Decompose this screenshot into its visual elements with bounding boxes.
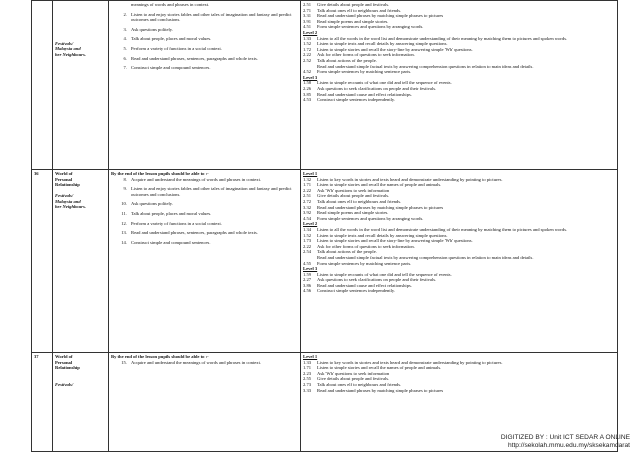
theme-line: Festivals/ [55, 381, 74, 387]
theme-line: her Neighbours. [55, 204, 86, 210]
source-url: http://sekolah.mmu.edu.my/sksekamdarat [507, 442, 630, 449]
outcome-code: 3.33 [303, 387, 312, 393]
outcome-code: 4.51 [303, 24, 312, 30]
objective-number: 14. [121, 239, 127, 245]
objective-number: 15. [121, 359, 127, 365]
outcome-text: Read simple poems and simple stories. [317, 18, 389, 24]
outcome-text: Talk about ones elf to neighbours and friends. [317, 7, 402, 13]
outcome-code: 2.73 [303, 381, 312, 387]
objective-text: Talk about people, places and moral values. [131, 36, 212, 42]
outcome-code: 1.52 [303, 232, 312, 238]
outcome-code: 4.54 [303, 215, 312, 221]
outcome-text: Give details about people and festivals. [317, 193, 390, 199]
outcome-text: Talk about ones elf to neighbours and friends. [317, 381, 402, 387]
outcome-code: 3.86 [303, 282, 312, 288]
objective-item [111, 56, 298, 62]
level-heading: Level 3 [303, 266, 318, 272]
digitized-by-credit: DIGITIZED BY : Unit ICT SEDAR A ONLINE [500, 434, 630, 441]
level-heading: Level 3 [303, 74, 318, 80]
outcome-text: Construct simple sentences independently. [317, 97, 396, 103]
objective-item [111, 177, 298, 183]
level-heading: Level 2 [303, 29, 318, 35]
objective-item [111, 211, 298, 217]
objective-item [111, 201, 298, 207]
outcome-text: Construct simple sentences independently. [317, 288, 396, 294]
objective-text: Perform a variety of functions in a social context. [131, 220, 222, 226]
objective-text: Perform a variety of functions in a social context. [131, 45, 222, 51]
theme-cell [53, 1, 109, 170]
outcome-text: Form simple sentences and questions by arranging words. [317, 215, 424, 221]
outcome-code: 4.53 [303, 97, 312, 103]
outcome-text: Read and understand simple factual texts by answering comprehension questions in relation to main ideas and details. [317, 63, 534, 69]
theme-line: her Neighbours. [55, 51, 86, 57]
outcome-code: 3.32 [303, 204, 312, 210]
outcome-text: Listen to simple recounts of what one did and tell the sequence of events. [317, 271, 452, 277]
objective-number: 4. [123, 36, 127, 42]
outcome-item [303, 288, 615, 294]
outcome-item [303, 69, 615, 75]
outcome-code: 3.85 [303, 91, 312, 97]
objective-text: Ask questions politely. [131, 201, 173, 207]
objective-number: 8. [123, 176, 127, 182]
objective-item [111, 2, 298, 8]
outcome-code: 2.55 [303, 376, 312, 382]
objective-number [111, 2, 131, 8]
outcome-text: Listen to key words in stories and texts heard and demonstrate understanding by pointing to pictures. [317, 176, 503, 182]
objective-item [111, 12, 298, 23]
theme-cell [53, 353, 109, 452]
objective-item [111, 360, 298, 366]
outcome-item [303, 97, 615, 103]
outcome-code: 1.32 [303, 176, 312, 182]
outcome-text: Give details about people and festivals. [317, 2, 390, 7]
theme-line: World of [55, 171, 73, 176]
outcome-code: 2.51 [303, 193, 312, 199]
outcome-text: Listen to simple stories and recall the story-line by answering simple 'Wh' questions. [317, 46, 473, 52]
objectives-header: By the end of the lesson pupils should be able to :- [111, 171, 209, 176]
outcome-text: Form simple sentences by matching sentence parts. [317, 260, 412, 266]
outcome-code: 2.22 [303, 187, 312, 193]
objective-number: 3. [123, 26, 127, 32]
outcome-code: 1.59 [303, 271, 312, 277]
objective-item [111, 65, 298, 71]
outcome-text: Listen to simple texts and recall details by answering simple questions. [317, 232, 448, 238]
outcome-text: Listen to simple stories and recall the story-line by answering simple 'Wh' questions. [317, 238, 473, 244]
outcome-code: 2.72 [303, 198, 312, 204]
outcome-text: Ask 'Wh' questions to seek information [317, 370, 390, 376]
learning-objectives-cell [109, 353, 301, 452]
objective-text: Listen to and enjoy stories fables and other tales of imagination and fantasy and predict outcomes and conclusions. [131, 186, 292, 197]
theme-line: Festivals/ [55, 40, 74, 46]
outcome-text: Read and understand simple factual texts by answering comprehension questions in relation to main ideas and details. [317, 254, 534, 260]
objective-text: Listen to and enjoy stories fables and other tales of imagination and fantasy and predict outcomes and conclusions. [131, 11, 292, 23]
outcome-code: 1.71 [303, 182, 312, 188]
theme-line: Personal [55, 176, 73, 182]
learning-objectives-cell [109, 1, 301, 170]
outcome-text: Read and understand phrases by matching simple phrases to pictures [317, 204, 444, 210]
outcome-text: Read and understand cause and effect relationships. [317, 282, 412, 288]
objective-text: Acquire and understand the meanings of words and phrases in context. [131, 359, 261, 365]
level-heading: Level 1 [303, 354, 318, 359]
outcome-text: Ask 'Wh' questions to seek information [317, 187, 390, 193]
outcome-code: 3.31 [303, 13, 312, 19]
outcome-text: Read and understand phrases by matching simple phrases to pictures [317, 387, 444, 393]
learning-outcomes-cell [301, 170, 618, 353]
outcome-text: Ask for other forms of questions to seek information. [317, 52, 415, 58]
outcome-text: Listen to simple stories and recall the names of people and animals. [317, 182, 442, 188]
outcome-text: Talk about actions of the people. [317, 249, 377, 255]
objective-text: Read and understand phrases, sentences, paragraphs and whole texts. [131, 55, 258, 61]
objective-number: 10. [121, 201, 127, 207]
objective-text: meanings of words and phrases in context. [131, 2, 210, 7]
scheme-of-work-table [31, 0, 618, 452]
theme-line: Malaysia and [55, 46, 81, 52]
learning-outcomes-cell [301, 1, 618, 170]
objective-text: Construct simple and compound sentences. [131, 239, 211, 245]
learning-objectives-cell [109, 170, 301, 353]
outcome-text: Listen to all the words in the word list and demonstrate understanding of their meaning by matching them to pictures and spoken words. [317, 226, 568, 232]
objective-text: Acquire and understand the meanings of words and phrases in context. [131, 176, 261, 182]
level-heading: Level 2 [303, 221, 318, 227]
outcome-text: Read and understand phrases by matching simple phrases to pictures [317, 13, 444, 19]
outcome-text: Give details about people and festivals. [317, 376, 390, 382]
theme-cell [53, 170, 109, 353]
outcome-item [303, 24, 615, 30]
outcome-code: 3.91 [303, 18, 312, 24]
objective-item [111, 36, 298, 42]
outcome-code: 1.52 [303, 41, 312, 47]
outcome-code: 2.71 [303, 7, 312, 13]
outcome-code: 1.34 [303, 226, 312, 232]
outcome-code: 1.58 [303, 80, 312, 86]
outcome-item [303, 388, 615, 394]
week-number: 37 [32, 353, 53, 452]
outcome-text: Ask questions to seek clarifications on people and their festivals. [317, 85, 437, 91]
objective-number: 6. [123, 55, 127, 61]
outcome-code: 4.55 [303, 260, 312, 266]
outcome-text: Listen to simple texts and recall details by answering simple questions. [317, 41, 448, 47]
objective-number: 5. [123, 45, 127, 51]
objective-number: 12. [121, 220, 127, 226]
week-row [32, 170, 618, 353]
outcome-code: 3.92 [303, 210, 312, 216]
objective-number: 7. [123, 65, 127, 71]
outcome-text: Talk about actions of the people. [317, 57, 377, 63]
week-row [32, 1, 618, 170]
objective-item [111, 27, 298, 33]
outcome-item [303, 261, 615, 267]
theme-line: Festivals/ [55, 193, 74, 199]
objective-item [111, 186, 298, 197]
objectives-header: By the end of the lesson pupils should be able to :- [111, 354, 209, 359]
objective-item [111, 230, 298, 236]
outcome-text: Read simple poems and simple stories. [317, 210, 389, 216]
level-heading: Level 1 [303, 171, 318, 176]
theme-line: Personal [55, 359, 73, 365]
objective-text: Ask questions politely. [131, 26, 173, 32]
objective-text: Construct simple and compound sentences. [131, 65, 211, 71]
objective-number: 11. [121, 210, 127, 216]
objective-text: Talk about people, places and moral values. [131, 210, 212, 216]
outcome-text: Listen to key words in stories and texts heard and demonstrate understanding by pointing to pictures. [317, 359, 503, 365]
outcome-text: Listen to simple recounts of what one did and tell the sequence of events. [317, 80, 452, 86]
outcome-code: 1.71 [303, 365, 312, 371]
objective-text: Read and understand phrases, sentences, paragraphs and whole texts. [131, 230, 258, 236]
objective-item [111, 240, 298, 246]
outcome-code: 4.56 [303, 288, 312, 294]
theme-line: Relationship [55, 182, 80, 188]
week-number [32, 1, 53, 170]
objective-number: 9. [123, 186, 127, 192]
outcome-code: 2.52 [303, 57, 312, 63]
objective-item [111, 221, 298, 227]
outcome-code: 1.72 [303, 46, 312, 52]
theme-line: World of [55, 354, 73, 359]
outcome-text: Ask questions to seek clarifications on people and their festivals. [317, 277, 437, 283]
objective-item [111, 46, 298, 52]
objective-number: 2. [123, 11, 127, 17]
outcome-text: Read and understand cause and effect relationships. [317, 91, 412, 97]
outcome-text: Form simple sentences by matching sentence parts. [317, 69, 412, 75]
outcome-code: 2.51 [303, 2, 312, 7]
outcome-text: Talk about ones elf to neighbours and friends. [317, 198, 402, 204]
outcome-code: 2.22 [303, 52, 312, 58]
outcome-code: 2.22 [303, 243, 312, 249]
outcome-text: Listen to all the words in the word list and demonstrate understanding of their meaning by matching them to pictures and spoken words. [317, 35, 568, 41]
outcome-code: 2.23 [303, 370, 312, 376]
outcome-code: 2.26 [303, 85, 312, 91]
outcome-code: 1.33 [303, 35, 312, 41]
outcome-text: Form simple sentences and questions by arranging words. [317, 24, 424, 30]
outcome-code: 2.27 [303, 277, 312, 283]
outcome-code: 1.73 [303, 238, 312, 244]
outcome-text: Ask for other forms of questions to seek information. [317, 243, 415, 249]
week-number: 36 [32, 170, 53, 353]
outcome-item [303, 216, 615, 222]
outcome-code: 1.33 [303, 359, 312, 365]
theme-line: Malaysia and [55, 198, 81, 204]
objective-number: 13. [121, 230, 127, 236]
theme-line: Relationship [55, 365, 80, 371]
outcome-code: 4.52 [303, 69, 312, 75]
outcome-text: Listen to simple stories and recall the names of people and animals. [317, 365, 442, 371]
outcome-code: 2.54 [303, 249, 312, 255]
